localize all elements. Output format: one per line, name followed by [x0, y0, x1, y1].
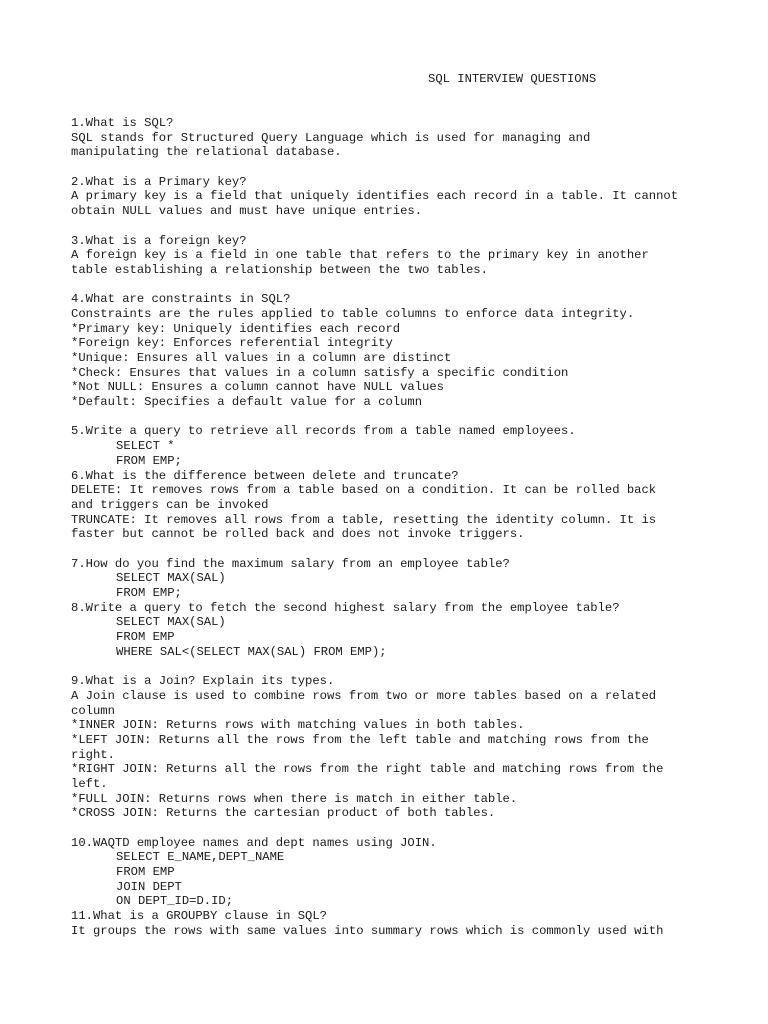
text-line: *Foreign key: Enforces referential integrity [71, 336, 393, 351]
document-body [71, 116, 731, 939]
blank-line [71, 659, 731, 674]
question-line: 2.What is a Primary key? [71, 174, 247, 189]
question-line: 10.WAQTD employee names and dept names using JOIN. [71, 835, 437, 850]
text-line: DELETE: It removes rows from a table based on a condition. It can be rolled back [71, 483, 657, 498]
code-line: SELECT MAX(SAL) [116, 615, 226, 630]
code-line: WHERE SAL<(SELECT MAX(SAL) FROM EMP); [116, 644, 387, 659]
text-line: Constraints are the rules applied to table columns to enforce data integrity. [71, 306, 635, 321]
text-line: *CROSS JOIN: Returns the cartesian product of both tables. [71, 806, 496, 821]
blank-line [71, 160, 731, 175]
question-line: 3.What is a foreign key? [71, 233, 247, 248]
question-line: 7.How do you find the maximum salary from an employee table? [71, 556, 510, 571]
text-line: *Default: Specifies a default value for a column [71, 395, 423, 410]
text-line: *FULL JOIN: Returns rows when there is match in either table. [71, 791, 518, 806]
text-line: *Unique: Ensures all values in a column are distinct [71, 351, 452, 365]
text-line: *LEFT JOIN: Returns all the rows from the left table and matching rows from the [71, 732, 649, 747]
document-title: SQL INTERVIEW QUESTIONS [428, 72, 597, 86]
code-line: FROM EMP [116, 865, 175, 880]
question-line: 6.What is the difference between delete and truncate? [71, 468, 459, 483]
text-line: *Primary key: Uniquely identifies each record [71, 321, 401, 336]
text-line: A foreign key is a field in one table that refers to the primary key in another [71, 248, 649, 263]
question-line: 4.What are constraints in SQL? [71, 292, 291, 307]
text-line: *Not NULL: Ensures a column cannot have NULL values [71, 380, 444, 395]
code-line: SELECT MAX(SAL) [116, 571, 226, 586]
code-line: FROM EMP; [116, 453, 182, 468]
blank-line [71, 410, 731, 425]
blank-line [71, 821, 731, 836]
question-line: 1.What is SQL? [71, 116, 174, 130]
text-line: obtain NULL values and must have unique entries. [71, 204, 423, 219]
text-line: *INNER JOIN: Returns rows with matching values in both tables. [71, 718, 525, 733]
blank-line [71, 278, 731, 293]
text-line: TRUNCATE: It removes all rows from a table, resetting the identity column. It is [71, 512, 657, 527]
code-line: ON DEPT_ID=D.ID; [116, 894, 234, 909]
code-line: JOIN DEPT [116, 879, 182, 894]
text-line: SQL stands for Structured Query Language which is used for managing and [71, 130, 591, 145]
question-line: 5.Write a query to retrieve all records from a table named employees. [71, 424, 576, 439]
text-line: table establishing a relationship between the two tables. [71, 262, 488, 277]
code-line: SELECT E_NAME,DEPT_NAME [116, 850, 285, 865]
text-line: *Check: Ensures that values in a column satisfy a specific condition [71, 365, 569, 380]
text-line: right. [71, 747, 115, 762]
question-line: 8.Write a query to fetch the second highest salary from the employee table? [71, 600, 620, 615]
text-line: faster but cannot be rolled back and does not invoke triggers. [71, 527, 525, 542]
question-line: 9.What is a Join? Explain its types. [71, 674, 335, 689]
question-line: 11.What is a GROUPBY clause in SQL? [71, 909, 327, 924]
text-line: column [71, 703, 115, 718]
code-line: SELECT * [116, 439, 175, 454]
text-line: left. [71, 776, 108, 791]
text-line: A primary key is a field that uniquely identifies each record in a table. It cannot [71, 189, 679, 204]
blank-line [71, 219, 731, 234]
code-line: FROM EMP [116, 630, 175, 645]
text-line: A Join clause is used to combine rows from two or more tables based on a related [71, 688, 657, 703]
text-line: manipulating the relational database. [71, 145, 342, 160]
text-line: and triggers can be invoked [71, 497, 269, 512]
code-line: FROM EMP; [116, 586, 182, 600]
blank-line [71, 542, 731, 557]
text-line: It groups the rows with same values into summary rows which is commonly used with [71, 923, 664, 938]
text-line: *RIGHT JOIN: Returns all the rows from the right table and matching rows from the [71, 762, 664, 777]
